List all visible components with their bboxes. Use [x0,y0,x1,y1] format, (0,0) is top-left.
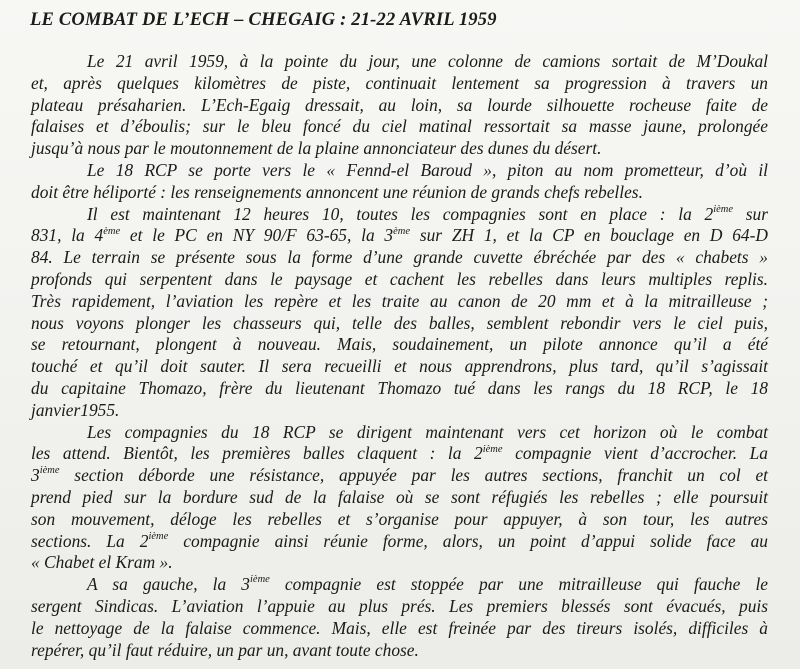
text-line [31,247,768,269]
text-run: falaises et d’éboulis; sur le bleu foncé du ciel matinal ressortait sa masse jaune, prolongée [31,116,768,137]
text-line [31,269,768,291]
ordinal-superscript: ième [39,465,60,477]
text-line [31,182,768,204]
text-run: du capitaine Thomazo, frère du lieutenant Thomazo tué dans les rangs du 18 RCP, le 18 [31,377,768,398]
document-body [28,51,768,661]
text-line [31,334,768,356]
text-run: Très rapidement, l’aviation les repère et les traite au canon de 20 mm et à la mitrailleuse ; [31,290,768,311]
text-run: son mouvement, déloge les rebelles et s’organise pour appuyer, à son tour, les autres [31,508,768,529]
text-line [31,51,768,73]
text-run: sur ZH 1, et la CP en bouclage en D 64-D [410,225,768,246]
text-run: compagnie ainsi réunie forme, alors, un point d’appui solide face au [168,530,768,551]
text-line [31,531,768,553]
text-run: nous voyons plonger les chasseurs qui, telle des balles, semblent rebondir vers le ciel puis, [31,312,768,333]
text-line [31,95,768,117]
text-run: et le PC en NY 90/F 63-65, la 3 [120,225,394,246]
text-run: touché et qu’il doit sauter. Il sera recueilli et nous apprendrons, plus tard, qu’il s’agissait [31,356,768,377]
ordinal-superscript: ème [393,225,411,237]
ordinal-superscript: ème [103,225,121,237]
text-run: A sa gauche, la 3 [87,574,250,595]
text-line [31,443,768,465]
text-line [31,465,768,487]
ordinal-superscript: ième [482,443,503,455]
text-run: 84. Le terrain se présente sous la forme d’une grande cuvette ébréchée par des « chabets » [31,247,768,268]
text-line [31,596,768,618]
text-line [31,204,768,226]
ordinal-superscript: ième [148,530,169,542]
text-run: le nettoyage de la falaise commence. Mais, elle est freinée par des tireurs isolés, difficiles à [31,617,768,638]
text-line [31,509,768,531]
text-run: Il est maintenant 12 heures 10, toutes les compagnies sont en place : la 2 [87,203,714,224]
text-run: 831, la 4 [31,225,104,246]
text-run: les attend. Bientôt, les premières balles claquent : la 2 [31,443,483,464]
text-run: se retournant, plongent à nouveau. Mais, soudainement, un pilote annonce qu’il a été [31,334,768,355]
text-run: profonds qui serpentent dans le paysage et cachent les rebelles dans leurs multiples replis. [31,268,768,289]
text-run: doit être héliporté : les renseignements annoncent une réunion de grands chefs rebelles. [31,181,643,202]
text-line [31,422,768,444]
text-line [31,73,768,95]
text-run: Le 18 RCP se porte vers le « Fennd-el Baroud », piton au nom prometteur, d’où il [87,159,768,180]
text-line [31,574,768,596]
text-line [31,356,768,378]
ordinal-number: 3 [31,465,40,486]
text-run: jusqu’à nous par le moutonnement de la plaine annonciateur des dunes du désert. [31,138,602,159]
text-line [31,400,768,422]
text-line [31,640,768,662]
text-line [31,618,768,640]
text-line [31,160,768,182]
ordinal-superscript: ième [713,203,734,215]
document-title: LE COMBAT DE L’ECH – CHEGAIG : 21-22 AVRIL 1959 [30,10,497,30]
text-run: Le 21 avril 1959, à la pointe du jour, une colonne de camions sortait de M’Doukal [87,51,768,71]
text-run: plateau présaharien. L’Ech-Egaig dressait, au loin, sa lourde silhouette rocheuse faite de [31,94,768,115]
text-run: compagnie vient d’accrocher. La [502,443,768,464]
text-run: janvier1955. [31,399,120,420]
text-line [31,378,768,400]
text-line [31,552,768,574]
text-line [31,138,768,160]
text-run: repérer, qu’il faut réduire, un par un, avant toute chose. [31,639,419,660]
text-run: section déborde une résistance, appuyée par les autres sections, franchit un col et [59,465,768,486]
text-run: « Chabet el Kram ». [31,552,173,573]
text-run: sur [733,203,768,224]
text-run: Les compagnies du 18 RCP se dirigent maintenant vers cet horizon où le combat [87,421,768,442]
text-line [31,313,768,335]
text-line [31,116,768,138]
text-line [31,291,768,313]
text-run: sergent Sindicas. L’aviation l’appuie au plus prés. Les premiers blessés sont évacués, puis [31,595,768,616]
text-run: prend pied sur la bordure sud de la falaise où se sont réfugiés les rebelles ; elle poursuit [31,486,768,507]
text-run: et, après quelques kilomètres de piste, continuait lentement sa progression à travers un [31,72,768,93]
text-run: compagnie est stoppée par une mitrailleuse qui fauche le [269,574,769,595]
text-line [31,225,768,247]
ordinal-superscript: ième [250,574,270,586]
text-run: sections. La 2 [31,530,149,551]
text-line [31,487,768,509]
